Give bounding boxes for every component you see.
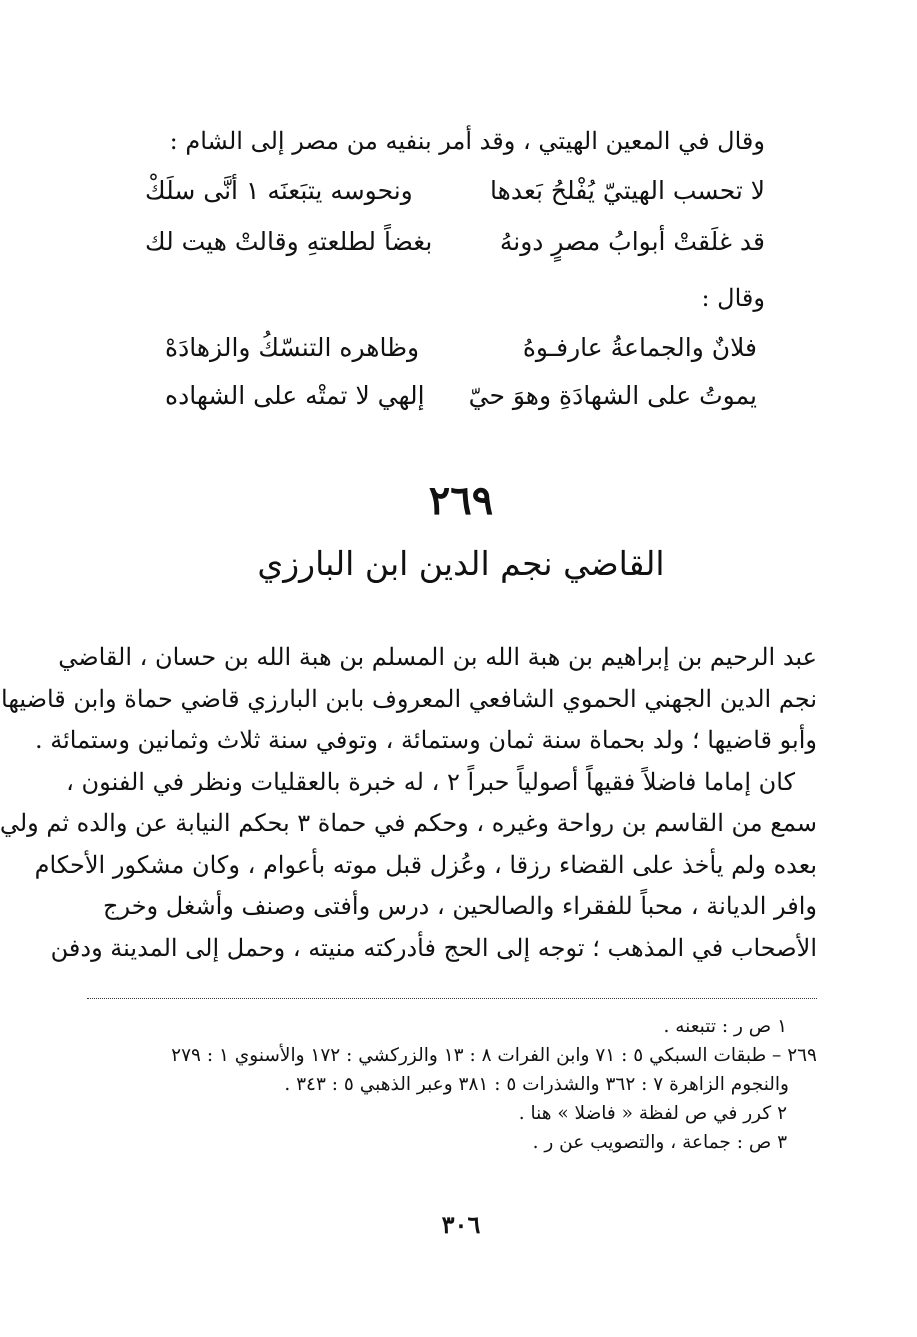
verse-line-3 xyxy=(165,330,757,366)
footnote-269-sources: ٢٦٩ – طبقات السبكي ٥ : ٧١ وابن الفرات ٨ : ١٣ والزركشي : ١٧٢ والأسنوي ١ : ٢٧٩ xyxy=(171,1045,817,1066)
body-line: بعده ولم يأخذ على القضاء رزقا ، وعُزل قبل موته بأعوام ، وكان مشكور الأحكام xyxy=(34,850,817,879)
verse-1-second-hemistich: ونحوسه يتبَعنَه ١ أنَّى سلَكْ xyxy=(145,176,413,205)
biography-body xyxy=(0,637,817,969)
verse-2-second-hemistich: بغضاً لطلعتهِ وقالتْ هيت لك xyxy=(145,227,433,256)
entry-number: ٢٦٩ xyxy=(428,477,494,524)
verse-4-first-hemistich: يموتُ على الشهادَةِ وهوَ حيّ xyxy=(468,381,757,410)
verse-3-second-hemistich: وظاهره التنسّكُ والزهادَهْ xyxy=(165,333,420,362)
body-line: وافر الديانة ، محباً للفقراء والصالحين ، درس وأفتى وصنف وأشغل وخرج xyxy=(102,892,817,920)
footnote-2: ٢ كرر في ص لفظة « فاضلا » هنا . xyxy=(518,1103,787,1124)
verse-2-first-hemistich: قد غلَقتْ أبوابُ مصرٍ دونهُ xyxy=(499,227,765,256)
body-line: عبد الرحيم بن إبراهيم بن هبة الله بن المسلم بن هبة الله بن حسان ، القاضي xyxy=(58,643,817,671)
body-line: سمع من القاسم بن رواحة وغيره ، وحكم في حماة ٣ بحكم النيابة عن والده ثم ولي xyxy=(0,809,817,837)
footnote-1: ١ ص ر : تتبعنه . xyxy=(663,1016,787,1037)
body-line: الأصحاب في المذهب ؛ توجه إلى الحج فأدركته منيته ، وحمل إلى المدينة ودفن xyxy=(50,933,817,962)
poem-intro-2: وقال : xyxy=(701,284,765,312)
body-line: نجم الدين الجهني الحموي الشافعي المعروف بابن البارزي قاضي حماة وابن قاضيها xyxy=(1,684,817,713)
body-line: كان إماما فاضلاً فقيهاً أصولياً حبراً ٢ ، له خبرة بالعقليات ونظر في الفنون ، xyxy=(66,767,795,796)
footnote-269-sources-cont: والنجوم الزاهرة ٧ : ٣٦٢ والشذرات ٥ : ٣٨١ وعبر الذهبي ٥ : ٣٤٣ . xyxy=(284,1074,789,1095)
body-line: وأبو قاضيها ؛ ولد بحماة سنة ثمان وستمائة ، وتوفي سنة ثلاث وثمانين وستمائة . xyxy=(34,726,817,754)
verse-line-1 xyxy=(145,173,765,209)
poem-intro: وقال في المعين الهيتي ، وقد أمر بنفيه من مصر إلى الشام : xyxy=(169,127,765,155)
footnote-3: ٣ ص : جماعة ، والتصويب عن ر . xyxy=(532,1132,787,1153)
footnotes xyxy=(105,1012,817,1157)
verse-line-2 xyxy=(145,224,765,260)
verse-3-first-hemistich: فلانٌ والجماعةُ عارفـوهُ xyxy=(522,333,757,362)
page-number: ٣٠٦ xyxy=(441,1210,481,1239)
entry-title: القاضي نجم الدين ابن البارزي xyxy=(257,544,665,583)
footnote-separator xyxy=(87,998,817,999)
verse-4-second-hemistich: إلهي لا تمتْه على الشهاده xyxy=(165,381,425,410)
verse-1-first-hemistich: لا تحسب الهيتيّ يُفْلحُ بَعدها xyxy=(490,176,765,205)
verse-line-4 xyxy=(165,378,757,414)
